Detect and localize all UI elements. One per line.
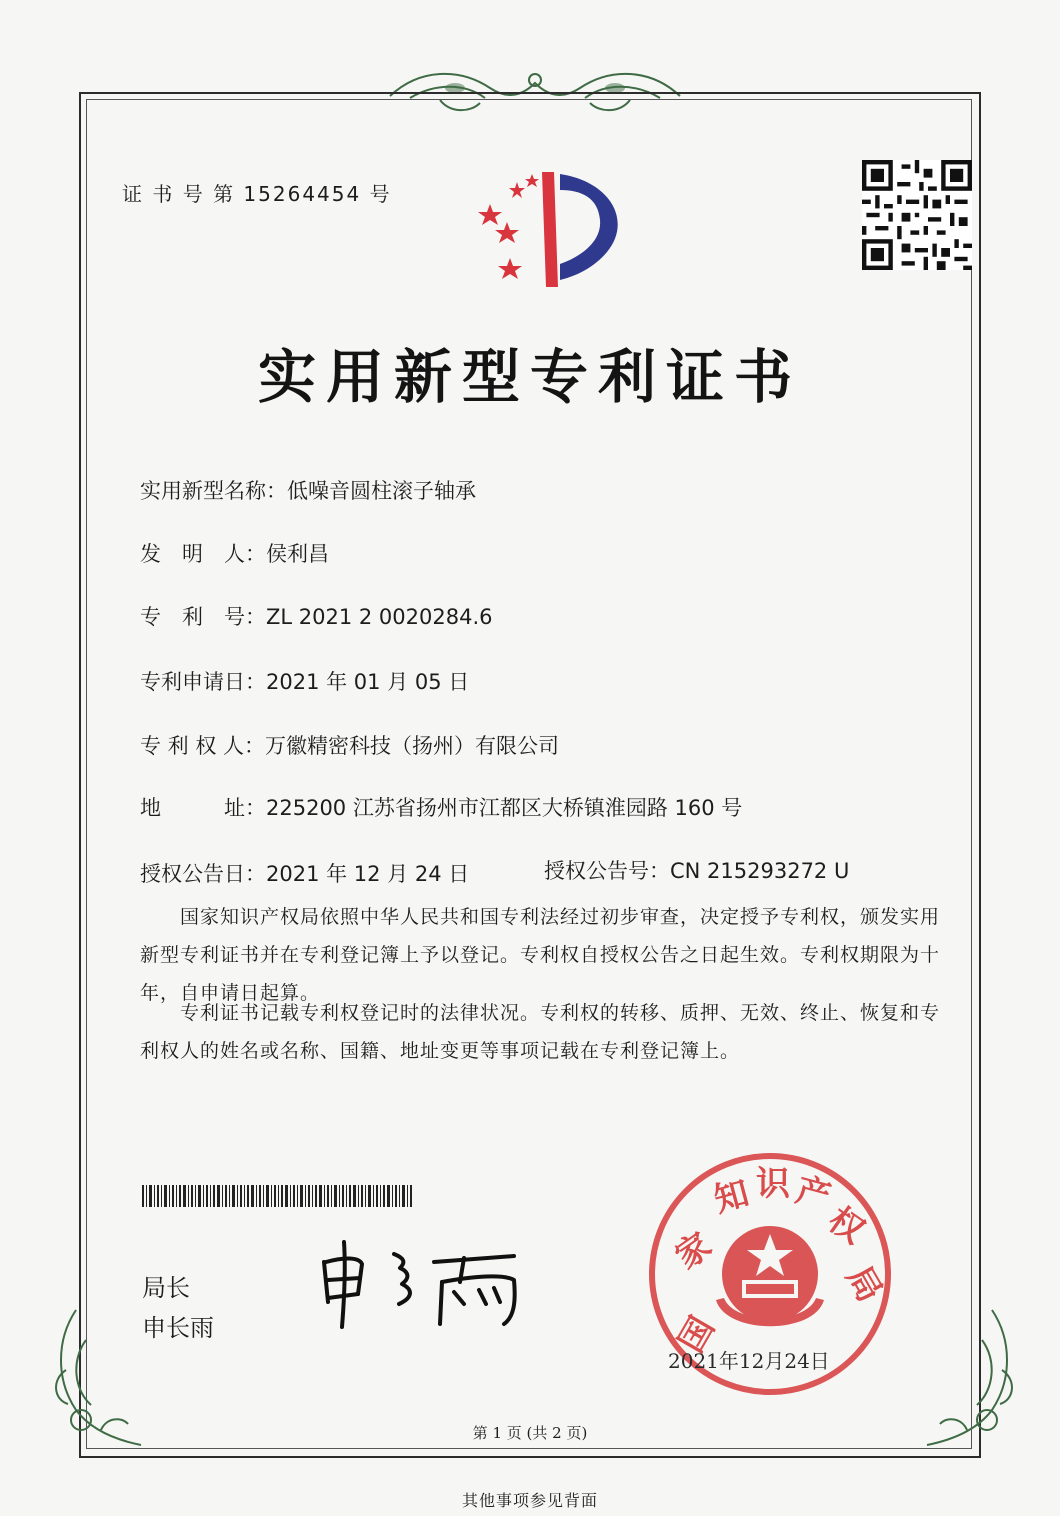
- inventor-value: 侯利昌: [266, 542, 329, 566]
- field-model-name: [140, 475, 476, 505]
- field-grant-number: [544, 855, 849, 885]
- svg-text:家: 家: [668, 1225, 720, 1278]
- patent-number-value: ZL 2021 2 0020284.6: [266, 605, 493, 629]
- page-title: 实用新型专利证书: [257, 343, 802, 411]
- filing-date-label: 专利申请日：: [140, 670, 266, 694]
- model-name-value: 低噪音圆柱滚子轴承: [287, 479, 476, 503]
- grant-date-label: 授权公告日：: [140, 862, 266, 886]
- svg-text:权: 权: [820, 1199, 872, 1252]
- field-inventor: [140, 538, 329, 568]
- cnipa-logo-icon: [462, 162, 632, 292]
- patentee-label: 专 利 权 人：: [140, 734, 266, 758]
- model-name-label: 实用新型名称：: [140, 479, 287, 503]
- barcode-icon: [142, 1185, 414, 1207]
- field-filing-date: [140, 666, 469, 696]
- seal-date: 2021年12月24日: [668, 1349, 830, 1373]
- footer-note: 其他事项参见背面: [461, 1491, 598, 1510]
- svg-text:局: 局: [838, 1259, 890, 1309]
- svg-text:产: 产: [791, 1170, 835, 1218]
- grant-number-value: CN 215293272 U: [670, 859, 850, 883]
- body-paragraph-2: [140, 994, 940, 1070]
- para1-line2: 新型专利证书并在专利登记簿上予以登记。专利权自授权公告之日起生效。专利权期限为十: [140, 944, 941, 966]
- certificate-number: 证 书 号 第 15264454 号: [122, 182, 392, 206]
- director-title: 局长: [142, 1274, 190, 1302]
- patentee-value: 万徽精密科技（扬州）有限公司: [265, 734, 560, 758]
- address-value: 225200 江苏省扬州市江都区大桥镇淮园路 160 号: [266, 796, 743, 820]
- field-patent-number: [140, 601, 492, 631]
- address-label: 地 址：: [140, 796, 266, 820]
- para2-line2: 利权人的姓名或名称、国籍、地址变更等事项记载在专利登记簿上。: [140, 1040, 741, 1062]
- grant-date-value: 2021 年 12 月 24 日: [266, 862, 470, 886]
- field-patentee: [140, 730, 559, 760]
- svg-text:知: 知: [709, 1173, 754, 1221]
- inventor-label: 发 明 人：: [140, 542, 266, 566]
- para1-line1: 国家知识产权局依照中华人民共和国专利法经过初步审查，决定授予专利权，颁发实用: [180, 906, 941, 928]
- grant-number-label: 授权公告号：: [544, 859, 670, 883]
- svg-text:识: 识: [756, 1164, 790, 1204]
- handwritten-signature: [314, 1232, 554, 1332]
- qr-code-icon: [862, 160, 972, 270]
- svg-text:国: 国: [671, 1310, 723, 1360]
- director-name: 申长雨: [142, 1314, 214, 1342]
- page-number: 第 1 页 (共 2 页): [472, 1424, 588, 1442]
- para1-line3: 年，自申请日起算。: [140, 982, 321, 1004]
- filing-date-value: 2021 年 01 月 05 日: [266, 670, 470, 694]
- field-grant-date: [140, 858, 469, 888]
- patent-number-label: 专 利 号：: [140, 605, 266, 629]
- field-address: [140, 792, 742, 822]
- para2-line1: 专利证书记载专利权登记时的法律状况。专利权的转移、质押、无效、终止、恢复和专: [180, 1002, 941, 1024]
